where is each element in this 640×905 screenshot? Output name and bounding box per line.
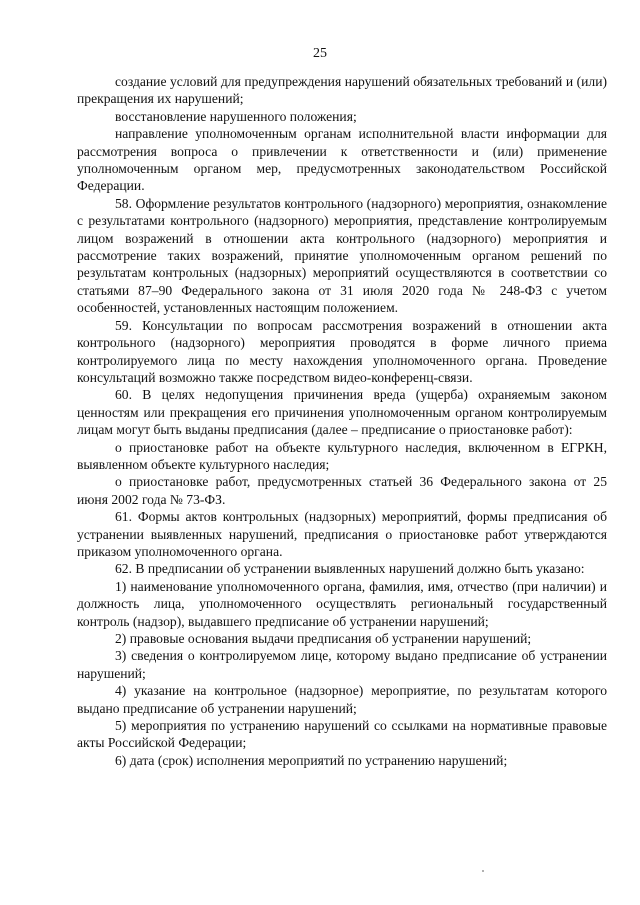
paragraph: создание условий для предупреждения нарушений обязательных требований и (или) прекращения их нарушений; bbox=[77, 74, 607, 107]
document-body bbox=[77, 73, 607, 769]
paragraph-62: 62. В предписании об устранении выявленных нарушений должно быть указано: bbox=[115, 561, 585, 577]
list-item: 2) правовые основания выдачи предписания об устранении нарушений; bbox=[115, 631, 532, 646]
paragraph-59: 59. Консультации по вопросам рассмотрения возражений в отношении акта контрольного (надзорного) мероприятия проводятся в форме личного приема контролируемого лица по месту нахождения уполномоченного органа. Проведение консультаций возможно также посредством видео-конференц-связи. bbox=[77, 317, 607, 385]
paragraph: о приостановке работ, предусмотренных статьей 36 Федерального закона от 25 июня 2002 года № 73-ФЗ. bbox=[77, 474, 607, 507]
scan-speck bbox=[482, 870, 484, 872]
paragraph: восстановление нарушенного положения; bbox=[115, 108, 357, 124]
list-item: 4) указание на контрольное (надзорное) мероприятие, по результатам которого выдано предписание об устранении нарушений; bbox=[77, 683, 607, 716]
list-item: 5) мероприятия по устранению нарушений со ссылками на нормативные правовые акты Российской Федерации; bbox=[77, 718, 607, 751]
paragraph-61: 61. Формы актов контрольных (надзорных) мероприятий, формы предписания об устранении выявленных нарушений, предписания о приостановке работ утверждаются приказом уполномоченного органа. bbox=[77, 509, 607, 559]
paragraph-60: 60. В целях недопущения причинения вреда (ущерба) охраняемым законом ценностям или прекращения его причинения уполномоченным органом контролируемым лицам могут быть выданы предписания (далее – предписание о приостановке работ): bbox=[77, 387, 607, 438]
page-number: 25 bbox=[313, 46, 327, 61]
list-item: 6) дата (срок) исполнения мероприятий по устранению нарушений; bbox=[115, 752, 508, 768]
list-item: 3) сведения о контролируемом лице, которому выдано предписание об устранении нарушений; bbox=[77, 648, 607, 681]
paragraph-58: 58. Оформление результатов контрольного (надзорного) мероприятия, ознакомление с результатами контрольного (надзорного) мероприятия, представление контролируемым лицом возражений в отношении акта контрольного (надзорного) мероприятия и рассмотрение таких возражений, принятие уполномоченным органом решений по результатам контрольных (надзорных) мероприятий осуществляются в соответствии со статьями 87–90 Федерального закона от 31 июля 2020 года № 248-ФЗ с учетом особенностей, установленных настоящим положением. bbox=[77, 195, 607, 316]
list-item: 1) наименование уполномоченного органа, фамилия, имя, отчество (при наличии) и должность лица, уполномоченного осуществлять региональный государственный контроль (надзор), выдавшего предписание об устранении нарушений; bbox=[77, 578, 607, 629]
paragraph: о приостановке работ на объекте культурного наследия, включенном в ЕГРКН, выявленном объекте культурного наследия; bbox=[77, 439, 607, 472]
paragraph: направление уполномоченным органам исполнительной власти информации для рассмотрения вопроса о привлечении к ответственности и (или) применение уполномоченным органом мер, предусмотренных законодательством Российской Федерации. bbox=[77, 126, 607, 194]
